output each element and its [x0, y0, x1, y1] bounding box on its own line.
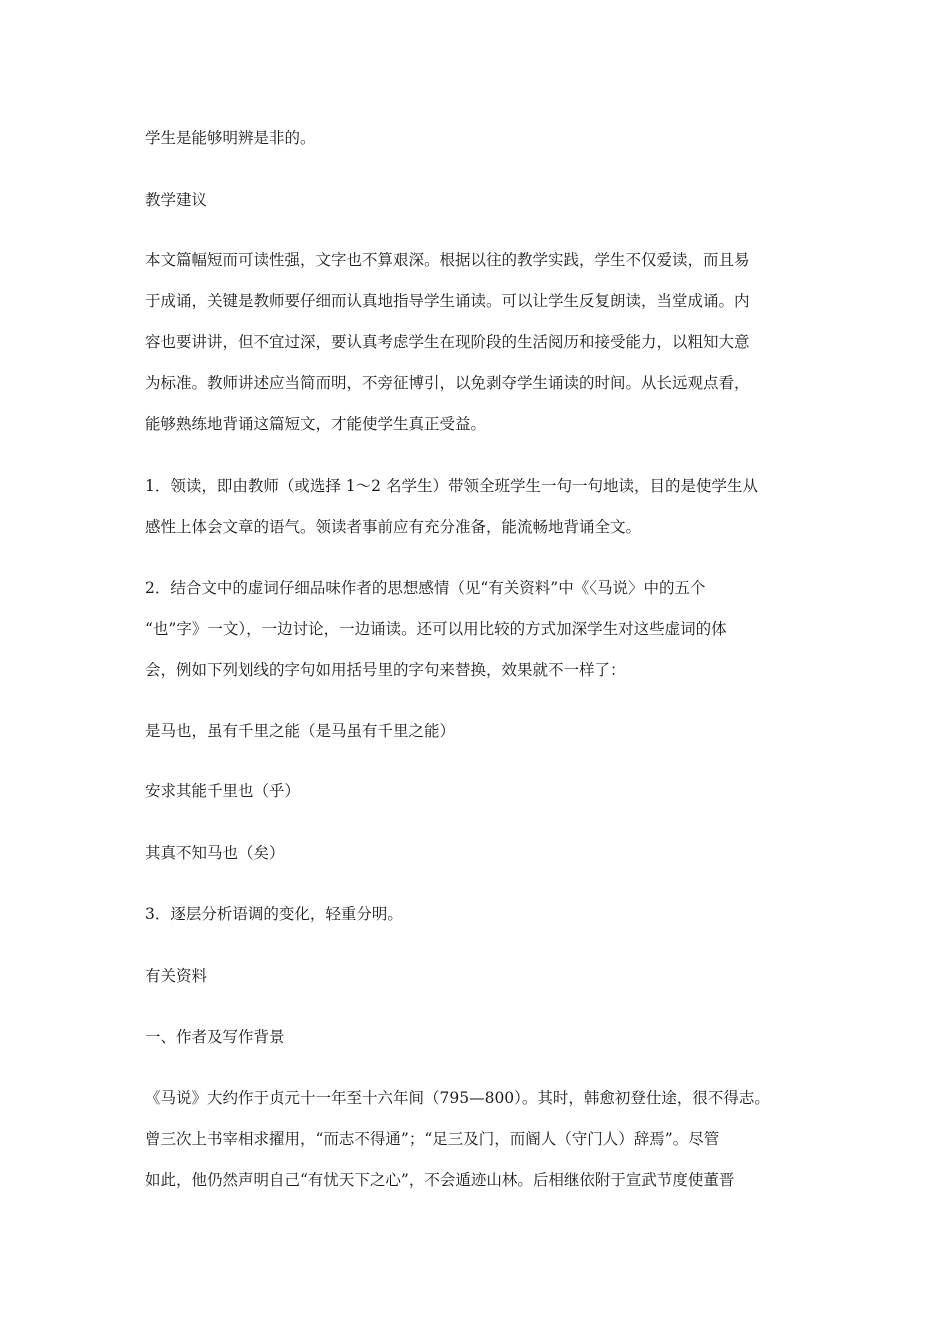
paragraph-line: 为标准。教师讲述应当简而明，不旁征博引，以免剥夺学生诵读的时间。从长远观点看，: [145, 374, 750, 392]
list-item-line: 1．领读，即由教师（或选择 1～2 名学生）带领全班学生一句一句地读，目的是使学生从: [145, 477, 758, 495]
paragraph-line: 学生是能够明辨是非的。: [145, 129, 316, 147]
paragraph-line: 于成诵，关键是教师要仔细而认真地指导学生诵读。可以让学生反复朗读，当堂成诵。内: [145, 292, 750, 310]
section-heading-teaching-advice: 教学建议: [145, 191, 208, 209]
subsection-heading-author-background: 一、作者及写作背景: [145, 1028, 285, 1046]
paragraph-line: 能够熟练地背诵这篇短文，才能使学生真正受益。: [145, 415, 487, 433]
list-item-line: 感性上体会文章的语气。领读者事前应有充分准备，能流畅地背诵全文。: [145, 518, 642, 536]
example-sentence: 是马也，虽有千里之能（是马虽有千里之能）: [145, 722, 456, 740]
paragraph-line: 如此，他仍然声明自己“有忧天下之心”，不会遁迹山林。后相继依附于宣武节度使董晋: [145, 1171, 735, 1189]
paragraph-line: 容也要讲讲，但不宜过深，要认真考虑学生在现阶段的生活阅历和接受能力，以粗知大意: [145, 333, 750, 351]
section-heading-related-materials: 有关资料: [145, 967, 208, 985]
paragraph-line: 本文篇幅短而可读性强，文字也不算艰深。根据以往的教学实践，学生不仅爱读，而且易: [145, 251, 750, 269]
list-item-line: 会，例如下列划线的字句如用括号里的字句来替换，效果就不一样了：: [145, 661, 626, 679]
example-sentence: 安求其能千里也（乎）: [145, 782, 301, 800]
list-item-line: “也”字》一文），一边讨论，一边诵读。还可以用比较的方式加深学生对这些虚词的体: [145, 620, 727, 638]
list-item-line: 3．逐层分析语调的变化，轻重分明。: [145, 905, 403, 923]
paragraph-line: 曾三次上书宰相求擢用，“而志不得通”；“足三及门，而阍人（守门人）辞焉”。尽管: [145, 1130, 720, 1148]
paragraph-line: 《马说》大约作于贞元十一年至十六年间（795—800）。其时，韩愈初登仕途，很不得志。: [145, 1089, 770, 1107]
example-sentence: 其真不知马也（矣）: [145, 844, 285, 862]
list-item-line: 2．结合文中的虚词仔细品味作者的思想感情（见“有关资料”中《〈马说〉中的五个: [145, 579, 706, 597]
